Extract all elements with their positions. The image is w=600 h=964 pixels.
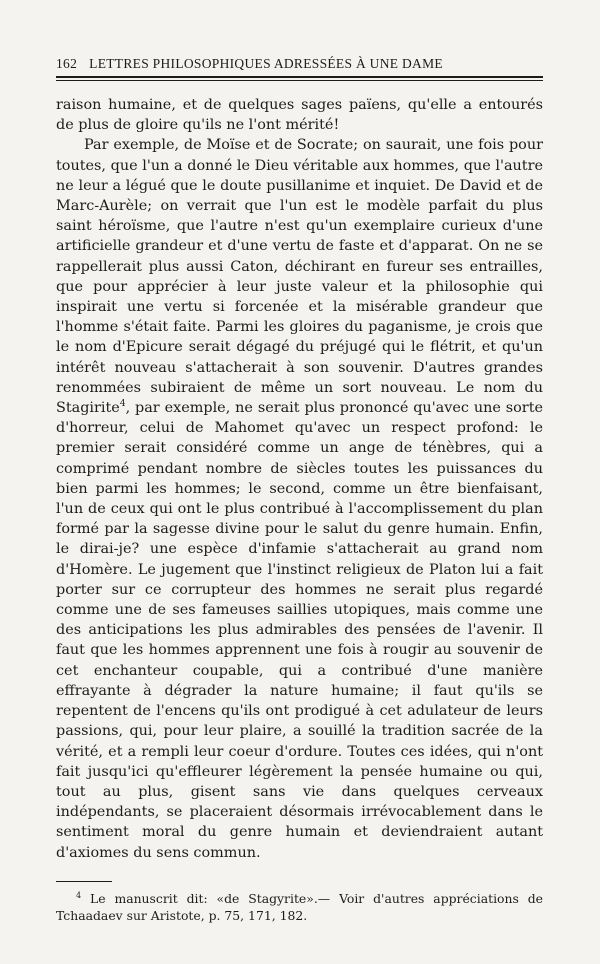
page-number: 162: [56, 56, 78, 71]
footnote-marker: 4: [76, 890, 82, 900]
running-title: LETTRES PHILOSOPHIQUES ADRESSÉES À UNE DAME: [89, 56, 443, 71]
paragraph-text: , par exemple, ne serait plus prononcé qu'avec une sorte d'horreur, celui de Mahomet qu'avec un respect profond: le premier serait considéré comme un ange de ténèbres, qui a comprimé pendant nombre de siècles toutes les puissances du bien parmi les hommes; le second, comme un être bienfaisant, l'un de ceux qui ont le plus contribué à l'accomplissement du plan formé par la sagesse divine pour le salut du genre humain. Enfin, le dirai-je? une espèce d'infamie s'attacherait au grand nom d'Homère. Le jugement que l'instinct religieux de Platon lui a fait porter sur ce corrupteur des hommes ne serait plus regardé comme une de ses fameuses saillies utopiques, mais comme une des anticipations les plus admirables des pensées de l'avenir. Il faut que les hommes apprennent une fois à rougir au souvenir de cet enchanteur coupable, qui a contribué d'une manière effrayante à dégrader la nature humaine; il faut qu'ils se repentent de l'encens qu'ils ont prodigué à cet adulateur de leurs passions, qui, pour leur plaire, a souillé la tradition sacrée de la vérité, et a rempli leur coeur d'ordure. Toutes ces idées, qui n'ont fait jusqu'ici qu'effleurer légèrement la pensée humaine ou qui, tout au plus, gisent sans vie dans quelques cerveaux indépendants, se placeraient désormais irrévocablement dans le sentiment moral du genre humain et deviendraient autant d'axiomes du sens commun.: [56, 400, 543, 861]
book-page: [56, 56, 543, 924]
footnote: [56, 890, 543, 924]
footnote-rule: [56, 881, 112, 882]
footnote-reference[interactable]: 4: [119, 399, 126, 410]
paragraph: [56, 135, 543, 862]
body-text: [56, 95, 543, 863]
paragraph: raison humaine, et de quelques sages païens, qu'elle a entourés de plus de gloire qu'ils ne l'ont mérité!: [56, 97, 543, 134]
header-rule-thin: [56, 80, 543, 81]
header-rule: [56, 76, 543, 78]
paragraph-text: Par exemple, de Moïse et de Socrate; on saurait, une fois pour toutes, que l'un a donné le Dieu véritable aux hommes, que l'autre ne leur a légué que le doute pusillanime et inquiet. De David et de Marc-Aurèle; on verrait que l'un est le modèle parfait du plus saint héroïsme, que l'autre n'est qu'un exemplaire curieux d'une artificielle grandeur et d'une vertu de faste et d'apparat. On ne se rappellerait plus aussi Caton, déchirant en fureur ses entrailles, que pour apprécier à leur juste valeur et la philosophie qui inspirait une vertu si forcenée et la misérable grandeur que l'homme s'était faite. Parmi les gloires du paganisme, je crois que le nom d'Epicure serait dégagé du préjugé qui le flétrit, et qu'un intérêt nouveau s'attacherait à son souvenir. D'autres grandes renommées subiraient de même un sort nouveau. Le nom du Stagirite: [56, 137, 543, 417]
running-header: [56, 56, 543, 76]
footnote-text: Le manuscrit dit: «de Stagyrite».— Voir d'autres appréciations de Tchaadaev sur Aristote, p. 75, 171, 182.: [56, 890, 543, 923]
